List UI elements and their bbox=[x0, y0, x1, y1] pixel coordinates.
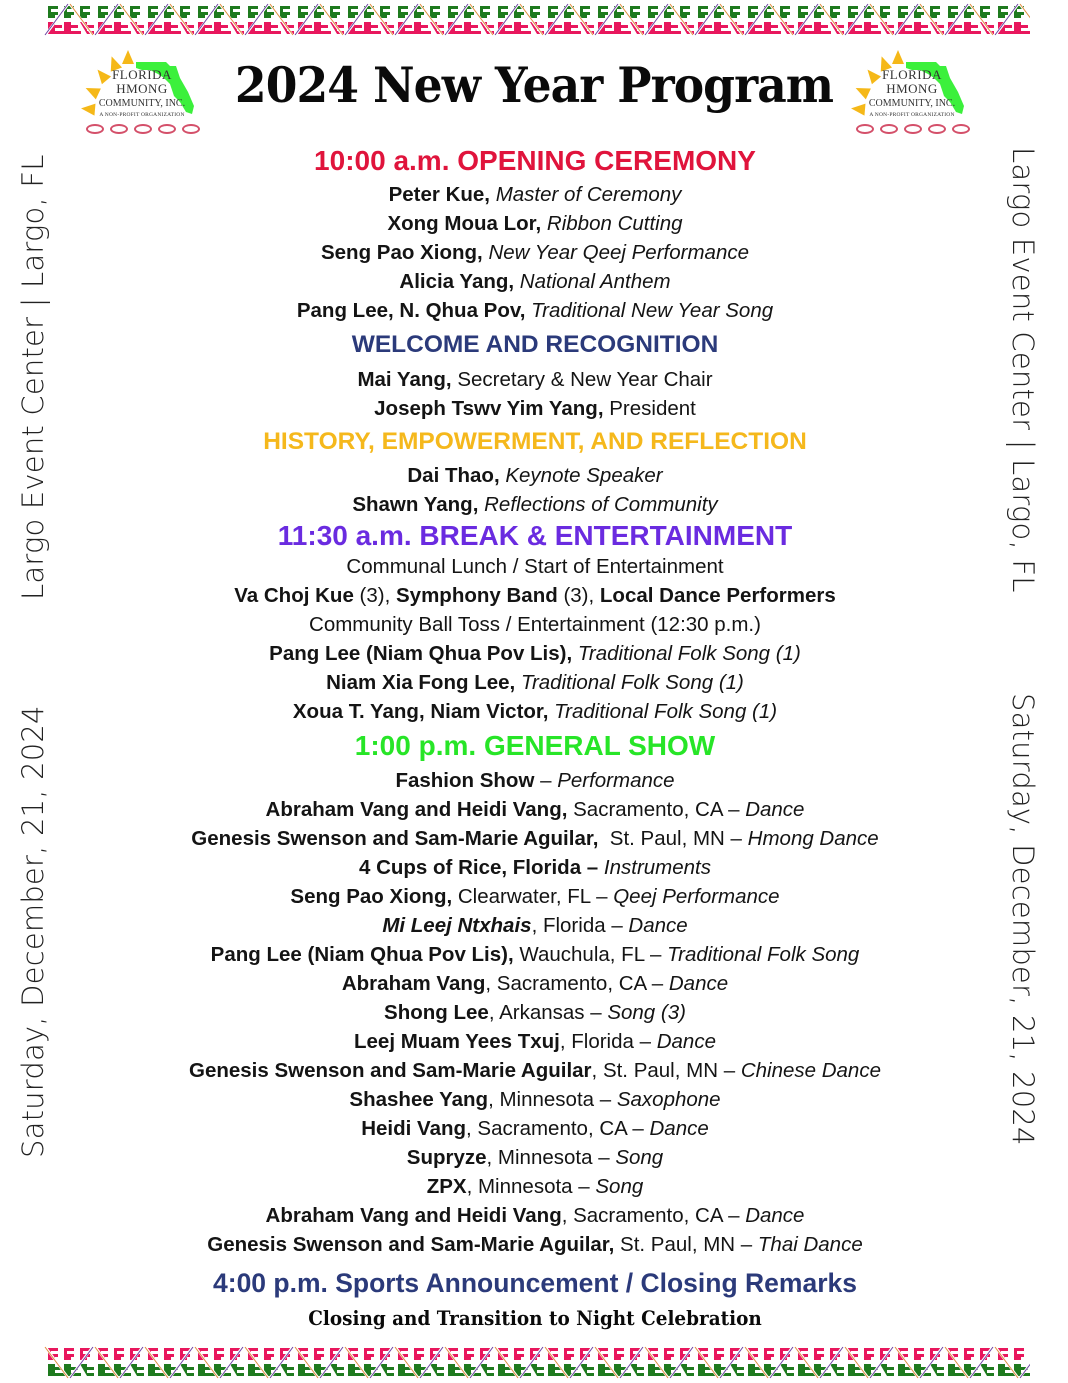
section-history bbox=[130, 423, 940, 519]
performance-type: Song bbox=[615, 1146, 664, 1169]
separator: – bbox=[534, 769, 558, 792]
participant-name: Shawn Yang, bbox=[352, 493, 479, 516]
program-line bbox=[130, 795, 940, 824]
performance-type: Dance bbox=[745, 1204, 805, 1227]
program-line bbox=[130, 267, 940, 296]
program-line bbox=[130, 940, 940, 969]
performers-line bbox=[130, 581, 940, 610]
hmong-pattern-icon bbox=[44, 3, 1030, 37]
program-line bbox=[130, 1056, 940, 1085]
participant-name: Xong Moua Lor, bbox=[387, 212, 542, 235]
performer-count: (3), bbox=[557, 584, 600, 607]
performance-type: Song (3) bbox=[607, 1001, 686, 1024]
performer-name: Heidi Vang bbox=[361, 1117, 467, 1140]
program-line bbox=[130, 969, 940, 998]
performer-location: St. Paul, MN bbox=[598, 827, 725, 850]
performer-location: , Sacramento, CA bbox=[561, 1204, 723, 1227]
performer-location: , St. Paul, MN bbox=[591, 1059, 719, 1082]
swirl-ornament-icon bbox=[86, 124, 200, 134]
logo-line-florida: FLORIDA bbox=[882, 67, 942, 82]
section-general-show bbox=[130, 726, 940, 1259]
performer-location: , Minnesota bbox=[488, 1088, 595, 1111]
separator: – bbox=[735, 1233, 758, 1256]
participant-role: Secretary & New Year Chair bbox=[457, 368, 713, 391]
performer-name: Genesis Swenson and Sam-Marie Aguilar, bbox=[207, 1233, 615, 1256]
general-show-list bbox=[130, 766, 940, 1259]
performance-type: Qeej Performance bbox=[613, 885, 780, 908]
performance-type: Dance bbox=[628, 914, 688, 937]
participant-role: President bbox=[609, 397, 696, 420]
performer-name: Abraham Vang bbox=[341, 972, 486, 995]
program-line bbox=[130, 853, 940, 882]
performer-location: St. Paul, MN bbox=[614, 1233, 736, 1256]
separator: – bbox=[594, 1088, 617, 1111]
program-line bbox=[130, 911, 940, 940]
ball-toss-line: Community Ball Toss / Entertainment (12:30 p.m.) bbox=[309, 613, 761, 636]
program-line bbox=[130, 882, 940, 911]
program-line bbox=[130, 209, 940, 238]
performer-name: Mi Leej Ntxhais bbox=[382, 914, 532, 937]
performer-name: Leej Muam Yees Txuj bbox=[354, 1030, 560, 1053]
participant-name: Alicia Yang, bbox=[399, 270, 515, 293]
performer-name: Shong Lee bbox=[384, 1001, 489, 1024]
separator: – bbox=[590, 885, 614, 908]
program-line bbox=[130, 998, 940, 1027]
performer-name: ZPX bbox=[426, 1175, 467, 1198]
side-venue-right: Largo Event Center | Largo, FL bbox=[1006, 147, 1040, 593]
performer-location: , Sacramento, CA bbox=[485, 972, 647, 995]
performance-type: Dance bbox=[656, 1030, 716, 1053]
section-welcome bbox=[130, 325, 940, 423]
participant-role: Reflections of Community bbox=[484, 493, 718, 516]
page-title: 2024 New Year Program bbox=[234, 56, 834, 114]
participant-name: Niam Xia Fong Lee, bbox=[326, 671, 516, 694]
performance-type: Instruments bbox=[603, 856, 712, 879]
performer-name: Local Dance Performers bbox=[599, 584, 836, 607]
opening-ceremony-heading: 10:00 a.m. OPENING CEREMONY bbox=[314, 145, 756, 176]
logo-line-nonprofit: A NON-PROFIT ORGANIZATION bbox=[869, 112, 955, 118]
separator: – bbox=[722, 798, 746, 821]
separator: – bbox=[633, 1030, 657, 1053]
performer-name: Va Choj Kue bbox=[234, 584, 354, 607]
performance-type: Traditional Folk Song bbox=[667, 943, 860, 966]
logo-line-community: COMMUNITY, INC. bbox=[868, 98, 956, 109]
participant-role: Ribbon Cutting bbox=[546, 212, 683, 235]
participant-name: Dai Thao, bbox=[407, 464, 500, 487]
participant-role: New Year Qeej Performance bbox=[488, 241, 749, 264]
logo-line-florida: FLORIDA bbox=[112, 67, 172, 82]
performer-location: Sacramento, CA bbox=[567, 798, 723, 821]
program-line bbox=[130, 824, 940, 853]
program-schedule bbox=[130, 142, 940, 1333]
side-venue-left: Largo Event Center | Largo, FL bbox=[16, 154, 50, 600]
break-heading: 11:30 a.m. BREAK & ENTERTAINMENT bbox=[277, 520, 793, 551]
closing-heading: 4:00 p.m. Sports Announcement / Closing Remarks bbox=[213, 1268, 857, 1298]
history-heading: HISTORY, EMPOWERMENT, AND REFLECTION bbox=[263, 428, 807, 455]
participant-name: Peter Kue, bbox=[388, 183, 490, 206]
program-line bbox=[130, 697, 940, 726]
welcome-heading: WELCOME AND RECOGNITION bbox=[351, 331, 719, 358]
program-line bbox=[130, 180, 940, 209]
decorative-border-bottom bbox=[44, 1345, 1030, 1379]
performer-name: Genesis Swenson and Sam-Marie Aguilar bbox=[189, 1059, 592, 1082]
performer-name: Abraham Vang and Heidi Vang bbox=[265, 1204, 562, 1227]
performer-name: Supryze bbox=[406, 1146, 487, 1169]
swirl-ornament-icon bbox=[856, 124, 970, 134]
participant-role: Master of Ceremony bbox=[495, 183, 682, 206]
performer-name: 4 Cups of Rice, Florida – bbox=[358, 856, 599, 879]
program-line bbox=[130, 365, 940, 394]
participant-role: Traditional New Year Song bbox=[531, 299, 774, 322]
program-line bbox=[130, 490, 940, 519]
separator: – bbox=[724, 827, 748, 850]
performer-name: Genesis Swenson and Sam-Marie Aguilar, bbox=[191, 827, 599, 850]
logo-line-community: COMMUNITY, INC. bbox=[98, 98, 186, 109]
performer-location: , Florida bbox=[559, 1030, 634, 1053]
section-break bbox=[130, 519, 940, 726]
performance-type: Saxophone bbox=[616, 1088, 721, 1111]
performer-location: , Sacramento, CA bbox=[466, 1117, 627, 1140]
performer-name: Symphony Band bbox=[396, 584, 558, 607]
performer-location: Clearwater, FL bbox=[452, 885, 591, 908]
section-closing bbox=[130, 1263, 940, 1333]
performer-name: Abraham Vang and Heidi Vang, bbox=[265, 798, 568, 821]
program-line bbox=[130, 668, 940, 697]
separator: – bbox=[584, 1001, 608, 1024]
performance-type: Song bbox=[595, 1175, 644, 1198]
closing-subheading: Closing and Transition to Night Celebration bbox=[308, 1306, 762, 1330]
performance-type: Hmong Dance bbox=[747, 827, 879, 850]
decorative-border-top bbox=[44, 3, 1030, 37]
participant-role: Traditional Folk Song (1) bbox=[554, 700, 778, 723]
program-line bbox=[130, 1230, 940, 1259]
performer-location: Wauchula, FL bbox=[513, 943, 645, 966]
side-date-right: Saturday, December, 21, 2024 bbox=[1006, 693, 1040, 1146]
program-line bbox=[130, 461, 940, 490]
participant-role: National Anthem bbox=[519, 270, 671, 293]
performer-count: (3), bbox=[353, 584, 396, 607]
section-opening-ceremony bbox=[130, 142, 940, 325]
general-show-heading: 1:00 p.m. GENERAL SHOW bbox=[354, 730, 716, 761]
program-line bbox=[130, 394, 940, 423]
participant-role: Keynote Speaker bbox=[505, 464, 663, 487]
performance-type: Chinese Dance bbox=[740, 1059, 881, 1082]
program-line bbox=[130, 766, 940, 795]
separator: – bbox=[605, 914, 629, 937]
separator: – bbox=[626, 1117, 650, 1140]
side-date-left: Saturday, December, 21, 2024 bbox=[16, 705, 50, 1158]
separator: – bbox=[592, 1146, 616, 1169]
participant-name: Pang Lee (Niam Qhua Pov Lis), bbox=[269, 642, 573, 665]
separator: – bbox=[644, 943, 668, 966]
performer-name: Seng Pao Xiong, bbox=[290, 885, 453, 908]
program-line bbox=[130, 1085, 940, 1114]
participant-name: Seng Pao Xiong, bbox=[320, 241, 483, 264]
logo-line-hmong: HMONG bbox=[886, 81, 938, 96]
performance-type: Dance bbox=[649, 1117, 709, 1140]
separator: – bbox=[646, 972, 669, 995]
participant-name: Pang Lee, N. Qhua Pov, bbox=[296, 299, 526, 322]
hmong-pattern-icon bbox=[44, 1345, 1030, 1379]
program-line bbox=[130, 1172, 940, 1201]
participant-name: Mai Yang, bbox=[357, 368, 452, 391]
performer-name: Pang Lee (Niam Qhua Pov Lis), bbox=[210, 943, 514, 966]
performance-type: Performance bbox=[557, 769, 675, 792]
logo-line-nonprofit: A NON-PROFIT ORGANIZATION bbox=[99, 112, 185, 118]
lunch-line: Communal Lunch / Start of Entertainment bbox=[346, 555, 724, 578]
program-line bbox=[130, 1143, 940, 1172]
performer-location: , Minnesota bbox=[466, 1175, 573, 1198]
participant-name: Xoua T. Yang, Niam Victor, bbox=[292, 700, 549, 723]
performance-type: Dance bbox=[745, 798, 805, 821]
performance-type: Thai Dance bbox=[757, 1233, 863, 1256]
performer-location: , Minnesota bbox=[486, 1146, 593, 1169]
separator: – bbox=[722, 1204, 746, 1227]
participant-name: Joseph Tswv Yim Yang, bbox=[374, 397, 604, 420]
performer-name: Fashion Show bbox=[395, 769, 535, 792]
performer-location: , Arkansas bbox=[488, 1001, 585, 1024]
separator: – bbox=[718, 1059, 741, 1082]
program-line bbox=[130, 1114, 940, 1143]
participant-role: Traditional Folk Song (1) bbox=[520, 671, 744, 694]
program-line bbox=[130, 238, 940, 267]
performer-location: , Florida bbox=[531, 914, 606, 937]
program-line bbox=[130, 1027, 940, 1056]
logo-line-hmong: HMONG bbox=[116, 81, 168, 96]
program-line bbox=[130, 1201, 940, 1230]
program-line bbox=[130, 639, 940, 668]
performer-name: Shashee Yang bbox=[349, 1088, 489, 1111]
separator: – bbox=[572, 1175, 596, 1198]
performance-type: Dance bbox=[668, 972, 729, 995]
participant-role: Traditional Folk Song (1) bbox=[577, 642, 801, 665]
program-line bbox=[130, 296, 940, 325]
